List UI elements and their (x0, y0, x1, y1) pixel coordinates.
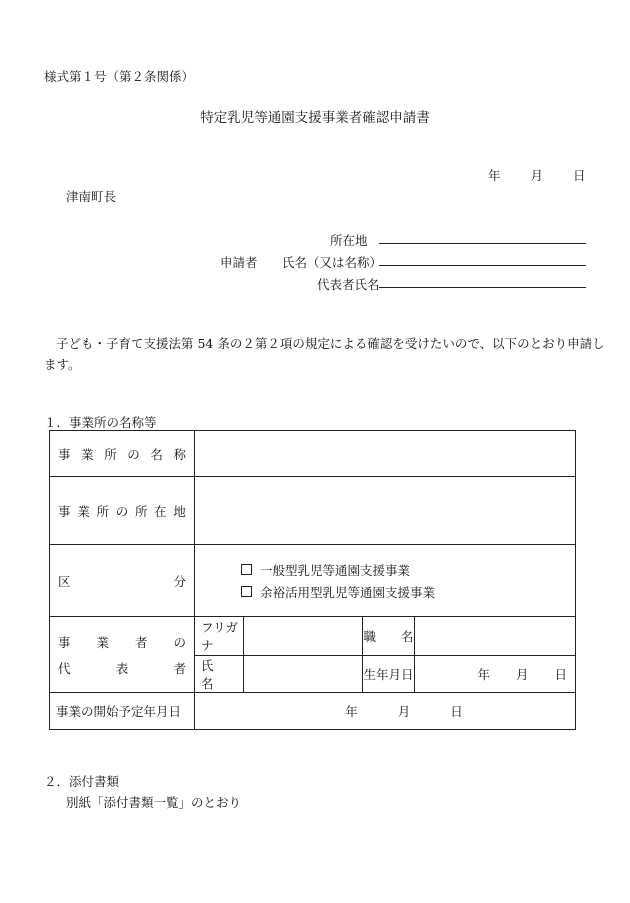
name-label: 氏名（又は名称） (282, 255, 383, 270)
furigana-label: フリガナ (195, 617, 244, 656)
furigana-field[interactable] (244, 617, 363, 656)
start-date-row (50, 693, 576, 730)
date-month: 月 (530, 168, 544, 183)
name-field[interactable] (379, 265, 586, 266)
date-year: 年 (488, 168, 501, 183)
category-label: 区 分 (50, 545, 195, 617)
attachments-text: 別紙「添付書類一覧」のとおり (66, 795, 242, 810)
category-row (50, 545, 576, 617)
checkbox-surplus[interactable] (241, 586, 252, 597)
start-date-field[interactable]: 年 月 日 (195, 693, 576, 730)
date-day: 日 (573, 168, 586, 183)
representative-label: 代表者氏名 (317, 277, 380, 292)
start-date-label: 事業の開始予定年月日 (50, 693, 195, 730)
address-field[interactable] (379, 243, 586, 244)
facility-address-field[interactable] (195, 477, 576, 545)
applicant-label: 申請者 (220, 255, 258, 270)
birthdate-label: 生年月日 (363, 656, 415, 693)
representative-label-cell: 事 業 者 の 代 表 者 (50, 617, 195, 693)
facility-address-row (50, 477, 576, 545)
address-label: 所在地 (330, 233, 368, 248)
facility-name-label: 事 業 所 の 名 称 (50, 431, 195, 477)
form-number: 様式第１号（第２条関係） (44, 69, 195, 84)
body-text-line1: 子ども・子育て支援法第 54 条の２第２項の規定による確認を受けたいので、以下のとおり申請し (56, 336, 605, 351)
addressee: 津南町長 (66, 189, 117, 204)
rep-name-field[interactable] (244, 656, 363, 693)
representative-field[interactable] (379, 287, 586, 288)
category-options (195, 545, 576, 617)
checkbox-general[interactable] (241, 564, 252, 575)
page-title: 特定乳児等通園支援事業者確認申請書 (200, 110, 430, 126)
position-field[interactable] (415, 617, 576, 656)
rep-name-label: 氏 名 (195, 656, 244, 693)
category-option-general[interactable]: 一般型乳児等通園支援事業 (195, 559, 575, 581)
date-line (488, 166, 586, 184)
body-text-line2: ます。 (44, 357, 81, 372)
section1-heading: １．事業所の名称等 (44, 415, 157, 430)
facility-name-field[interactable] (195, 431, 576, 477)
category-option-surplus[interactable]: 余裕活用型乳児等通園支援事業 (195, 581, 575, 603)
facility-table (49, 430, 576, 730)
representative-row-1 (50, 617, 576, 656)
position-label: 職 名 (363, 617, 415, 656)
facility-address-label: 事 業 所 の 所 在 地 (50, 477, 195, 545)
section2-heading: ２．添付書類 (44, 774, 120, 789)
birthdate-field[interactable]: 年 月 日 (415, 656, 576, 693)
facility-name-row (50, 431, 576, 477)
